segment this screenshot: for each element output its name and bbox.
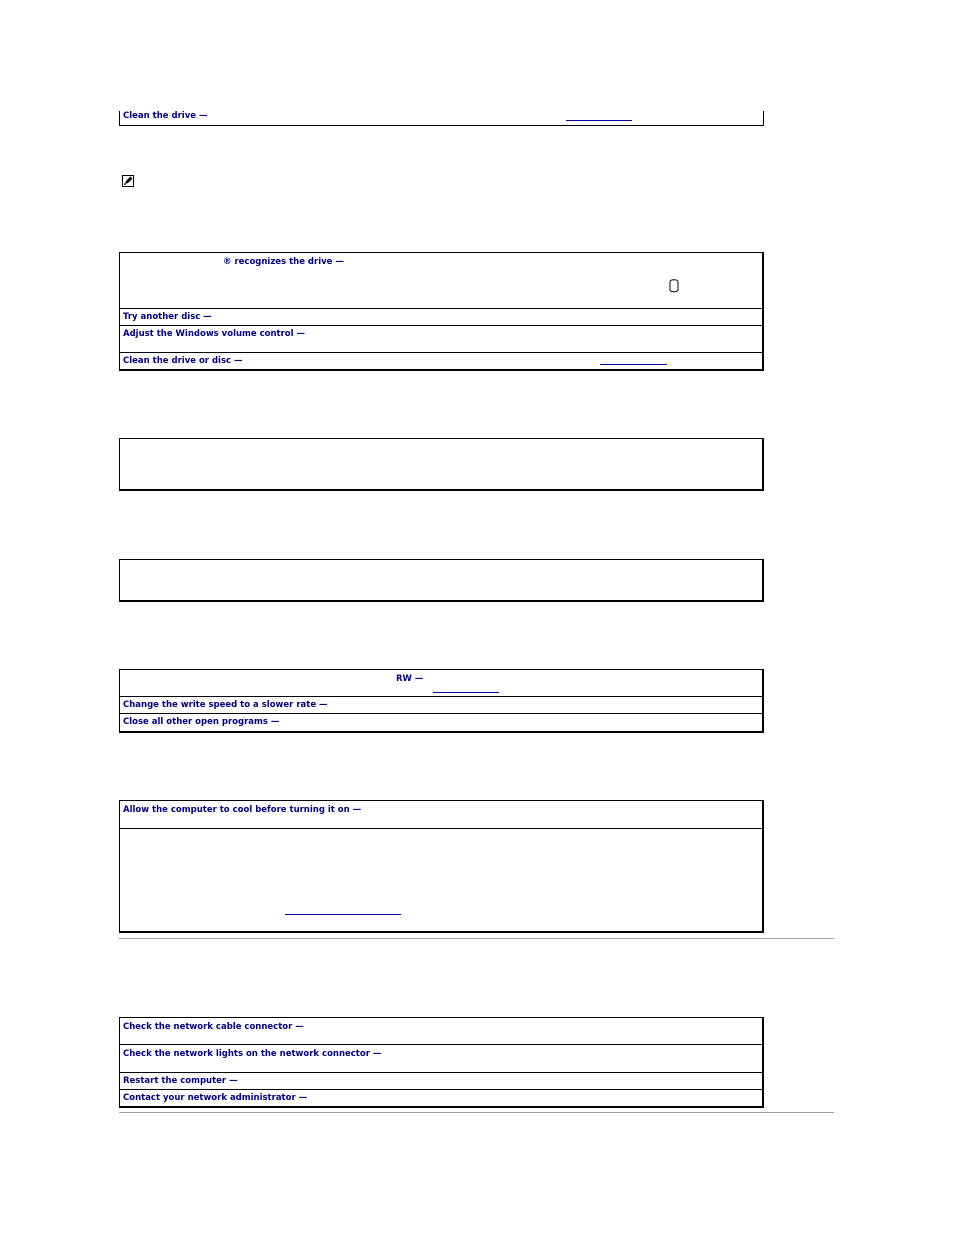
try-another-disc-label: Try another disc — (123, 312, 212, 322)
table-row (120, 801, 762, 829)
restart-computer-label: Restart the computer — (123, 1076, 238, 1086)
table-row (120, 829, 762, 931)
clean-drive-disc-label: Clean the drive or disc — (123, 356, 243, 366)
table-drive (119, 252, 764, 371)
table-row (120, 353, 762, 369)
network-cable-label: Check the network cable connector — (123, 1022, 304, 1032)
empty-table-1 (119, 438, 764, 491)
table-row (120, 1045, 762, 1073)
clean-drive-disc-link[interactable] (600, 364, 667, 365)
table-row (120, 326, 762, 353)
table-row (120, 309, 762, 326)
cool-link[interactable] (285, 914, 401, 915)
rw-link[interactable] (433, 692, 499, 693)
table-row (120, 253, 762, 309)
network-lights-label: Check the network lights on the network connector — (123, 1049, 382, 1059)
table-network (119, 1017, 764, 1108)
close-programs-label: Close all other open programs — (123, 717, 280, 727)
clean-drive-label: Clean the drive — (123, 111, 208, 121)
table-row (120, 1073, 762, 1090)
divider-1 (119, 938, 834, 939)
table-row (120, 1018, 762, 1045)
table-row (120, 714, 762, 730)
table-cool (119, 800, 764, 933)
table-row (120, 697, 762, 714)
table-clean-drive (119, 111, 764, 126)
volume-control-label: Adjust the Windows volume control — (123, 329, 306, 339)
table-row (120, 670, 762, 697)
note-icon (122, 175, 134, 187)
network-admin-label: Contact your network administrator — (123, 1093, 308, 1103)
clean-drive-link[interactable] (566, 120, 632, 121)
rw-label: RW — (396, 674, 424, 684)
write-speed-label: Change the write speed to a slower rate — (123, 700, 328, 710)
empty-table-2 (119, 559, 764, 602)
divider-2 (119, 1112, 834, 1113)
cool-computer-label: Allow the computer to cool before turning it on — (123, 805, 362, 815)
table-row (120, 1090, 762, 1106)
table-rw (119, 669, 764, 733)
drive-icon (669, 279, 679, 293)
recognizes-drive-label: ® recognizes the drive — (223, 257, 344, 267)
